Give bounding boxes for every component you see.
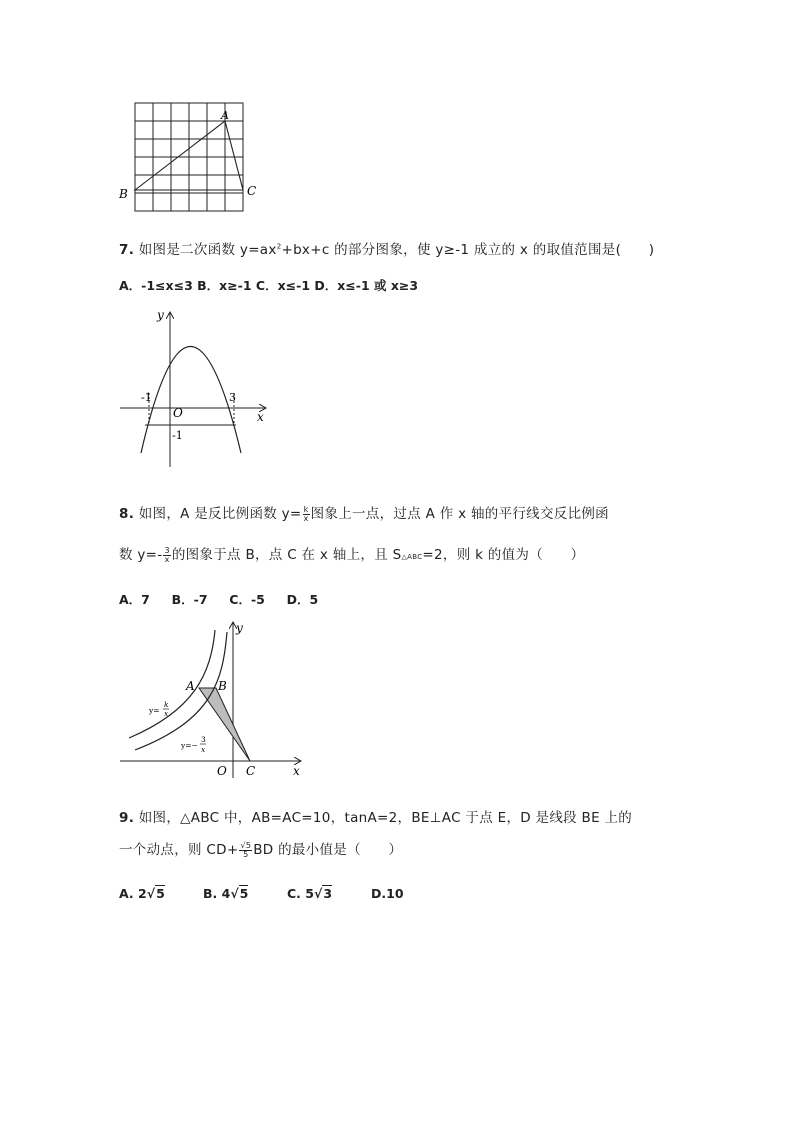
q9-option-d: D.10 xyxy=(371,886,404,901)
curve-y-neg3-over-x xyxy=(135,632,227,750)
question-8-line1 xyxy=(119,502,609,523)
q8-subscript: △ABC xyxy=(401,553,423,561)
curve1-prefix: y= xyxy=(149,706,160,715)
q9-line1: 如图，△ABC 中，AB=AC=10，tanA=2，BE⊥AC 于点 E，D 是线段 BE 上的 xyxy=(138,810,633,826)
label-y: y xyxy=(236,621,243,635)
q7-superscript: 2 xyxy=(276,242,282,251)
label-c: C xyxy=(246,764,256,778)
question-9-line1 xyxy=(119,806,632,826)
q9-option-b: B. 4√5 xyxy=(203,886,249,901)
q9-frac: $\frac{√5}{5}$ xyxy=(240,840,252,859)
q9-option-c: C. 5√3 xyxy=(287,886,333,901)
label-x: x xyxy=(293,764,300,778)
curve2-num: 3 xyxy=(201,735,206,744)
parabola-curve xyxy=(141,347,241,454)
q8-frac-3: $\frac{3}{x}$ xyxy=(164,545,170,564)
grid-triangle-figure xyxy=(115,98,265,218)
q8-options: A．7 B．-7 C．-5 D．5 xyxy=(119,592,319,607)
q9-line2-a: 一个动点，则 CD+ xyxy=(119,842,239,858)
question-7 xyxy=(119,238,654,258)
q8-line2-c: =2，则 k 的值为（ ） xyxy=(422,547,585,563)
question-9-line2 xyxy=(119,838,402,859)
q8-number: 8. xyxy=(119,506,135,522)
q9-line2-b: BD 的最小值是（ ） xyxy=(253,842,403,858)
shaded-triangle-abc xyxy=(199,688,250,761)
label-neg1-x: -1 xyxy=(141,391,152,404)
label-y: y xyxy=(157,308,164,322)
label-neg1-y: -1 xyxy=(172,429,183,442)
label-x: x xyxy=(257,410,264,424)
q8-line2-b: 的图象于点 B，点 C 在 x 轴上，且 S xyxy=(171,547,402,563)
q7-text-before: 如图是二次函数 y=ax xyxy=(138,242,277,258)
label-origin: O xyxy=(217,764,227,778)
label-origin: O xyxy=(173,406,183,420)
q8-line1-b: 图象上一点，过点 A 作 x 轴的平行线交反比例函 xyxy=(310,506,609,522)
q9-options xyxy=(119,886,404,901)
hyperbola-figure xyxy=(115,618,310,783)
label-a: A xyxy=(221,109,229,122)
q7-text-after: +bx+c 的部分图象，使 y≥-1 成立的 x 的取值范围是( ) xyxy=(281,242,655,258)
q9-option-a: A. 2√5 xyxy=(119,886,165,901)
label-3: 3 xyxy=(229,391,236,404)
label-b: B xyxy=(218,679,227,693)
curve-y-k-over-x xyxy=(129,630,215,738)
label-a: A xyxy=(186,679,195,693)
curve1-num: k xyxy=(164,700,169,709)
q7-options: A．-1≤x≤3 B．x≥-1 C．x≤-1 D．x≤-1 或 x≥3 xyxy=(119,278,419,293)
curve2-prefix: y=− xyxy=(181,741,198,750)
parabola-figure xyxy=(115,305,275,475)
label-c: C xyxy=(247,184,257,198)
q7-number: 7. xyxy=(119,242,135,258)
q8-frac-k: $\frac{k}{x}$ xyxy=(303,504,309,523)
curve1-den: x xyxy=(164,709,169,718)
q8-line1-a: 如图，A 是反比例函数 y= xyxy=(138,506,302,522)
q9-number: 9. xyxy=(119,810,135,826)
question-8-line2 xyxy=(119,543,584,564)
curve2-den: x xyxy=(201,745,206,754)
label-b: B xyxy=(119,187,128,201)
q8-line2-a: 数 y=- xyxy=(119,547,163,563)
